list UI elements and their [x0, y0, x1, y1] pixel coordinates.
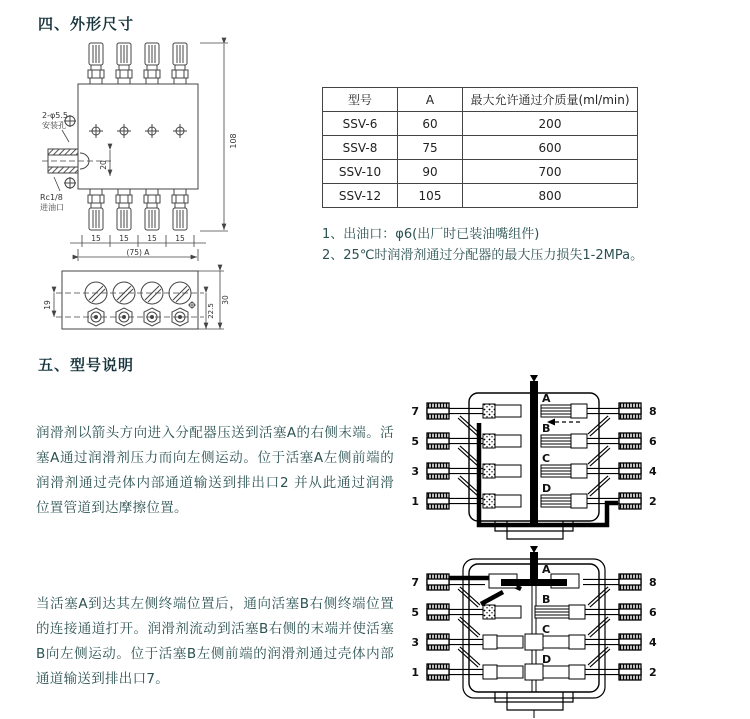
port-label: 8	[649, 405, 657, 418]
port-label: 6	[649, 435, 657, 448]
flow-branch	[481, 592, 503, 604]
section-model-title: 五、型号说明	[38, 356, 135, 374]
svg-text:进油口: 进油口	[40, 203, 64, 212]
schematic-diagram-top	[403, 373, 665, 541]
port-label: 1	[411, 666, 419, 679]
dimension-drawing	[40, 31, 246, 345]
svg-text:安装孔: 安装孔	[42, 121, 66, 130]
paragraph-stage-b: 当活塞A到达其左侧终端位置后，通向活塞B右侧终端位置的连接通道打开。润滑剂流动到活塞B右侧的末端并使活塞B向左侧运动。位于活塞B左侧前端的润滑剂通过壳体内部通道输送到排出口7。	[36, 596, 394, 687]
stage-label: B	[542, 593, 551, 606]
svg-text:15: 15	[147, 234, 157, 243]
piston-rows	[483, 574, 585, 680]
port-label: 6	[649, 606, 657, 619]
port-label: 1	[411, 495, 419, 508]
stage-a-channel	[501, 579, 567, 586]
dim-75A: (75) A	[126, 248, 150, 257]
dim-19: 19	[43, 300, 52, 310]
screw-holes	[89, 124, 187, 138]
port-label: 2	[649, 666, 657, 679]
grease-fittings-top	[88, 43, 188, 84]
stage-label: C	[542, 452, 551, 465]
cell-flow: 600	[463, 136, 638, 160]
stage-label: D	[542, 482, 552, 495]
dim-22-5: 22.5	[207, 303, 215, 319]
note-outlet: 1、出油口：φ6(出厂时已装油嘴组件)	[322, 227, 540, 242]
cell-a: 75	[398, 136, 463, 160]
piston-motion-arrow-icon	[547, 419, 581, 426]
col-header-flow: 最大允许通过介质量(ml/min)	[463, 88, 638, 112]
note-pressure: 2、25℃时润滑剂通过分配器的最大压力损失1-2MPa。	[322, 248, 644, 263]
dim-20: 20	[99, 160, 108, 170]
port-label: 2	[649, 495, 657, 508]
col-header-model: 型号	[323, 88, 398, 112]
inlet-arrow-icon	[530, 546, 538, 553]
cell-flow: 800	[463, 184, 638, 208]
inlet-arrow-icon	[530, 375, 538, 382]
cross-channels	[459, 588, 609, 666]
port-label: 7	[411, 405, 419, 418]
port-label: 4	[649, 636, 657, 649]
dim-108: 108	[229, 133, 238, 149]
table-row	[323, 112, 638, 136]
port-label: 3	[411, 636, 419, 649]
cell-model: SSV-6	[323, 112, 398, 136]
port-label: 8	[649, 576, 657, 589]
port-label: 3	[411, 465, 419, 478]
col-header-a: A	[398, 88, 463, 112]
paragraph-stage-a: 润滑剂以箭头方向进入分配器压送到活塞A的右侧末端。活塞A通过润滑剂压力而向左侧运动。位于活塞A左侧前端的润滑剂通过壳体内部通道输送到排出口2 并从此通过润滑位置管道到达摩擦位置。	[36, 425, 394, 516]
cell-a: 90	[398, 160, 463, 184]
stage-label: A	[542, 392, 551, 405]
cell-model: SSV-10	[323, 160, 398, 184]
spec-table	[322, 87, 638, 208]
cell-model: SSV-12	[323, 184, 398, 208]
stage-label: A	[542, 563, 551, 576]
bottom-view	[54, 271, 224, 329]
table-row	[323, 160, 638, 184]
inlet-label: Rc1/8	[40, 193, 63, 202]
drawing-labels	[40, 111, 238, 319]
mount-hole-label: 2-φ5.5	[42, 111, 68, 120]
cell-a: 105	[398, 184, 463, 208]
table-row	[323, 184, 638, 208]
port-label: 5	[411, 606, 419, 619]
front-view	[42, 43, 228, 329]
port-label: 4	[649, 465, 657, 478]
svg-text:15: 15	[175, 234, 185, 243]
table-header-row	[323, 88, 638, 112]
port-label: 7	[411, 576, 419, 589]
grease-fittings-bottom	[88, 189, 188, 230]
return-loops	[495, 692, 573, 710]
section-dimensions-title: 四、外形尺寸	[38, 15, 135, 33]
stage-label: C	[542, 623, 551, 636]
stage-label: B	[542, 422, 551, 435]
inlet-channel	[530, 381, 538, 523]
cell-flow: 700	[463, 160, 638, 184]
dim-30: 30	[221, 295, 230, 305]
cell-model: SSV-8	[323, 136, 398, 160]
stage-label: D	[542, 653, 552, 666]
schematic-diagram-bottom	[403, 544, 665, 718]
notes	[322, 224, 643, 266]
port-label: 5	[411, 435, 419, 448]
cell-a: 60	[398, 112, 463, 136]
cell-flow: 200	[463, 112, 638, 136]
svg-text:15: 15	[91, 234, 101, 243]
table-row	[323, 136, 638, 160]
svg-text:15: 15	[119, 234, 129, 243]
